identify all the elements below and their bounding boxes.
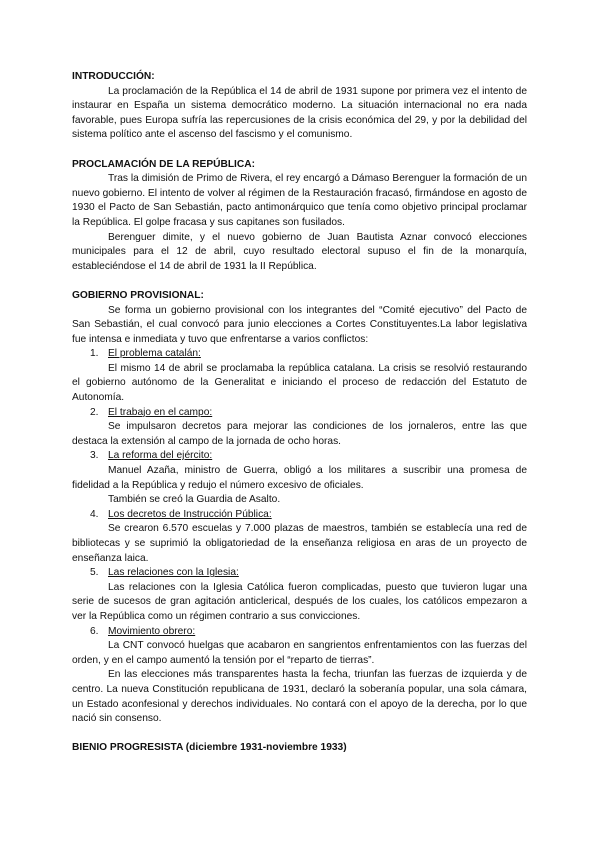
list-item-text: Se impulsaron decretos para mejorar las condiciones de los jornaleros, entre las que destaca la extensión al campo de la jornada de ocho horas. bbox=[72, 421, 527, 447]
list-item-text: El mismo 14 de abril se proclamaba la república catalana. La crisis se resolvió restaurando el gobierno autónomo de la Generalitat e iniciando el proceso de redacción del Estatuto de Autonomía. bbox=[72, 362, 527, 404]
heading-introduccion: INTRODUCCIÓN: bbox=[72, 71, 155, 82]
paragraph-proclamacion-1: Tras la dimisión de Primo de Rivera, el rey encargó a Dámaso Berenguer la formación de un nuevo gobierno. El intento de volver al régimen de la Restauración fracasó, firmándose en agosto de 1930 el Pacto de San Sebastián, pacto antimonárquico que tenía como objetivo principal proclamar la República. El golpe fracasa y sus capitanes son fusilados. bbox=[72, 173, 527, 228]
list-item-extra-text: También se creó la Guardia de Asalto. bbox=[108, 494, 281, 506]
list-item: 1. El problema catalán: bbox=[90, 348, 201, 360]
paragraph-introduccion: La proclamación de la República el 14 de abril de 1931 supone por primera vez el intento de instaurar en España un sistema democrático moderno. La situación internacional no era nada favorable, pues Europa sufría las repercusiones de la crisis económica del 29, y por la debilidad del sistema político ante el ascenso del fascismo y el comunismo. bbox=[72, 85, 527, 141]
paragraph-proclamacion-2: Berenguer dimite, y el nuevo gobierno de Juan Bautista Aznar convocó elecciones municipales para el 12 de abril, cuyo resultado electoral supuso el fin de la monarquía, estableciéndose el 14 de abril de 1931 la II República. bbox=[72, 231, 527, 272]
heading-proclamacion: PROCLAMACIÓN DE LA REPÚBLICA: bbox=[72, 158, 255, 170]
list-item: 3. La reforma del ejército: bbox=[90, 450, 213, 462]
list-item-text: Las relaciones con la Iglesia Católica fueron complicadas, puesto que tuvieron lugar una serie de sucesos de gran agitación anticlerical, después de los cuales, los católicos empezaron a ver la República como un régimen contrario a sus convicciones. bbox=[72, 581, 527, 622]
list-item-text: Se crearon 6.570 escuelas y 7.000 plazas de maestros, también se establecía una red de bibliotecas y se suprimió la obligatoriedad de la enseñanza religiosa en aras de un proyecto de enseñanza laica. bbox=[72, 523, 527, 564]
paragraph-elecciones: En las elecciones más transparentes hasta la fecha, triunfan las fuerzas de izquierda y de centro. La nueva Constitución republicana de 1931, declaró la soberanía popular, una sola cámara, un Estado aconfesional y derechos individuales. No contará con el apoyo de la derecha, por lo que nació sin consenso. bbox=[72, 669, 527, 725]
heading-gobierno-provisional: GOBIERNO PROVISIONAL: bbox=[72, 289, 204, 301]
list-item-text: Manuel Azaña, ministro de Guerra, obligó a los militares a suscribir una promesa de fidelidad a la República y redujo el número excesivo de oficiales. bbox=[72, 465, 527, 491]
paragraph-gobierno-provisional: Se forma un gobierno provisional con los integrantes del “Comité ejecutivo” del Pacto de San Sebastián, el cual convocó para junio elecciones a Cortes Constituyentes.La labor legislativa fue intensa e inmediata y tuvo que enfrentarse a varios conflictos: bbox=[72, 304, 527, 345]
list-item: 5. Las relaciones con la Iglesia: bbox=[90, 567, 239, 579]
list-item: 4. Los decretos de Instrucción Pública: bbox=[90, 508, 272, 520]
list-item: 6. Movimiento obrero: bbox=[90, 625, 196, 637]
conflict-list bbox=[72, 347, 527, 668]
heading-bienio-progresista: BIENIO PROGRESISTA (diciembre 1931-noviembre 1933) bbox=[72, 742, 347, 754]
list-item-text: La CNT convocó huelgas que acabaron en sangrientos enfrentamientos con las fuerzas del orden, y en el campo aumentó la tensión por el “reparto de tierras”. bbox=[72, 640, 527, 666]
list-item: 2. El trabajo en el campo: bbox=[90, 406, 213, 418]
document-page bbox=[72, 70, 527, 756]
